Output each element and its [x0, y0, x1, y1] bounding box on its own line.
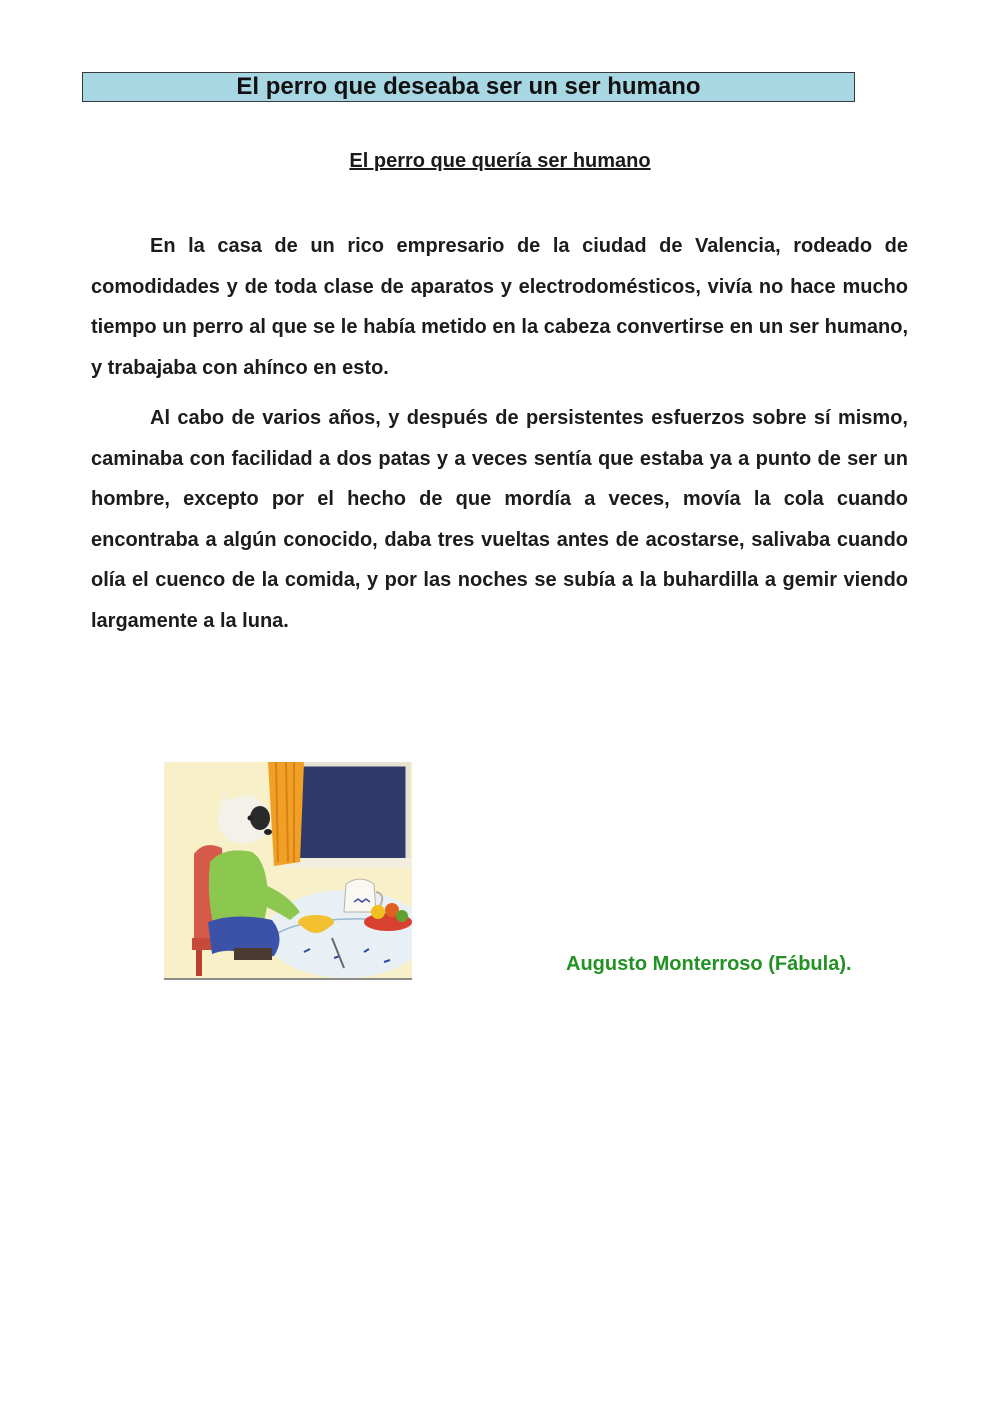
- story-body: [91, 226, 908, 651]
- dog-illustration: [164, 762, 412, 980]
- page-title: El perro que deseaba ser un ser humano: [236, 73, 701, 100]
- title-box: [82, 72, 855, 102]
- paragraph-2: Al cabo de varios años, y después de persistentes esfuerzos sobre sí mismo, caminaba con facilidad a dos patas y a veces sentía que estaba ya a punto de ser un hombre, excepto por el hecho de que mordía a veces, movía la cola cuando encontraba a algún conocido, daba tres vueltas antes de acostarse, salivaba cuando olía el cuenco de la comida, y por las noches se subía a la buhardilla a gemir viendo largamente a la luna.: [91, 407, 908, 632]
- author-credit: Augusto Monterroso (Fábula).: [566, 953, 852, 975]
- paragraph-1: En la casa de un rico empresario de la ciudad de Valencia, rodeado de comodidades y de toda clase de aparatos y electrodomésticos, vivía no hace mucho tiempo un perro al que se le había metido en la cabeza convertirse en un ser humano, y trabajaba con ahínco en esto.: [91, 235, 908, 379]
- story-subtitle: El perro que quería ser humano: [349, 150, 651, 172]
